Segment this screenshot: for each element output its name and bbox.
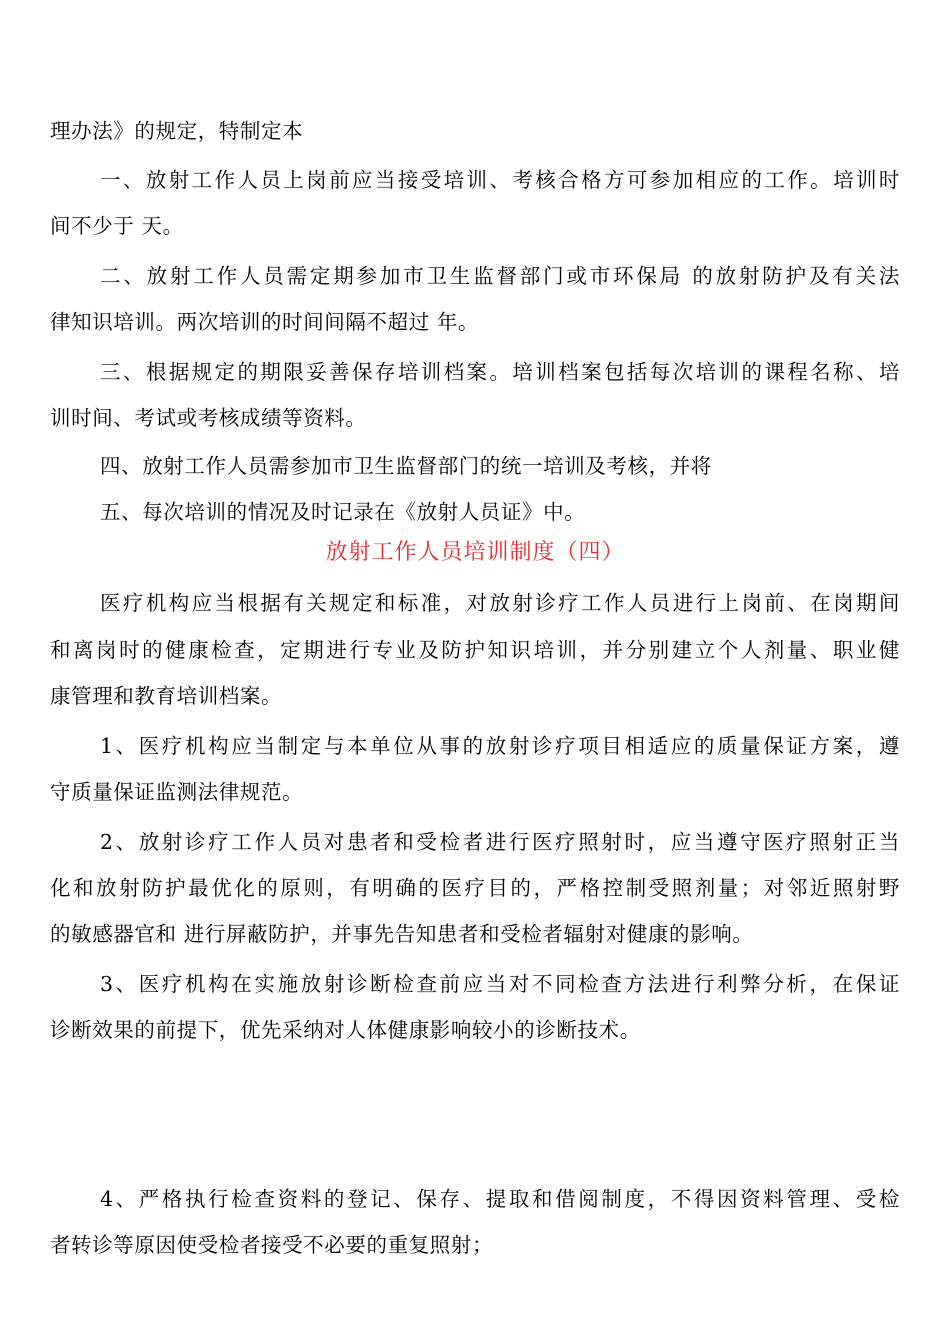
paragraph-line: 训时间、考试或考核成绩等资料。 [50, 406, 367, 430]
paragraph-line: 的敏感器官和 进行屏蔽防护，并事先告知患者和受检者辐射对健康的影响。 [50, 922, 754, 946]
section-heading: 放射工作人员培训制度（四） [325, 540, 625, 565]
paragraph-line: 康管理和教育培训档案。 [50, 684, 283, 708]
paragraph-line: 3、医疗机构在实施放射诊断检查前应当对不同检查方法进行利弊分析，在保证 [100, 972, 900, 996]
paragraph-line: 理办法》的规定，特制定本 [50, 119, 304, 143]
paragraph-line: 者转诊等原因使受检者接受不必要的重复照射； [50, 1233, 494, 1257]
paragraph-line: 五、每次培训的情况及时记录在《放射人员证》中。 [100, 500, 586, 524]
paragraph-line: 守质量保证监测法律规范。 [50, 780, 304, 804]
paragraph-line: 医疗机构应当根据有关规定和标准，对放射诊疗工作人员进行上岗前、在岗期间 [100, 591, 900, 615]
paragraph-line: 2、放射诊疗工作人员对患者和受检者进行医疗照射时，应当遵守医疗照射正当 [100, 830, 900, 854]
paragraph-line: 1、医疗机构应当制定与本单位从事的放射诊疗项目相适应的质量保证方案，遵 [100, 734, 900, 758]
paragraph-line: 三、根据规定的期限妥善保存培训档案。培训档案包括每次培训的课程名称、培 [100, 360, 900, 384]
paragraph-line: 化和放射防护最优化的原则，有明确的医疗目的，严格控制受照剂量；对邻近照射野 [50, 876, 900, 900]
paragraph-line: 律知识培训。两次培训的时间间隔不超过 年。 [50, 310, 480, 334]
paragraph-line: 一、放射工作人员上岗前应当接受培训、考核合格方可参加相应的工作。培训时 [100, 168, 900, 192]
paragraph-line: 间不少于 天。 [50, 214, 184, 238]
paragraph-line: 4、严格执行检查资料的登记、保存、提取和借阅制度，不得因资料管理、受检 [100, 1187, 900, 1211]
paragraph-line: 和离岗时的健康检查，定期进行专业及防护知识培训，并分别建立个人剂量、职业健 [50, 638, 900, 662]
paragraph-line: 四、放射工作人员需参加市卫生监督部门的统一培训及考核，并将 [100, 454, 712, 478]
paragraph-line: 诊断效果的前提下，优先采纳对人体健康影响较小的诊断技术。 [50, 1018, 641, 1042]
paragraph-line: 二、放射工作人员需定期参加市卫生监督部门或市环保局 的放射防护及有关法 [100, 264, 900, 288]
